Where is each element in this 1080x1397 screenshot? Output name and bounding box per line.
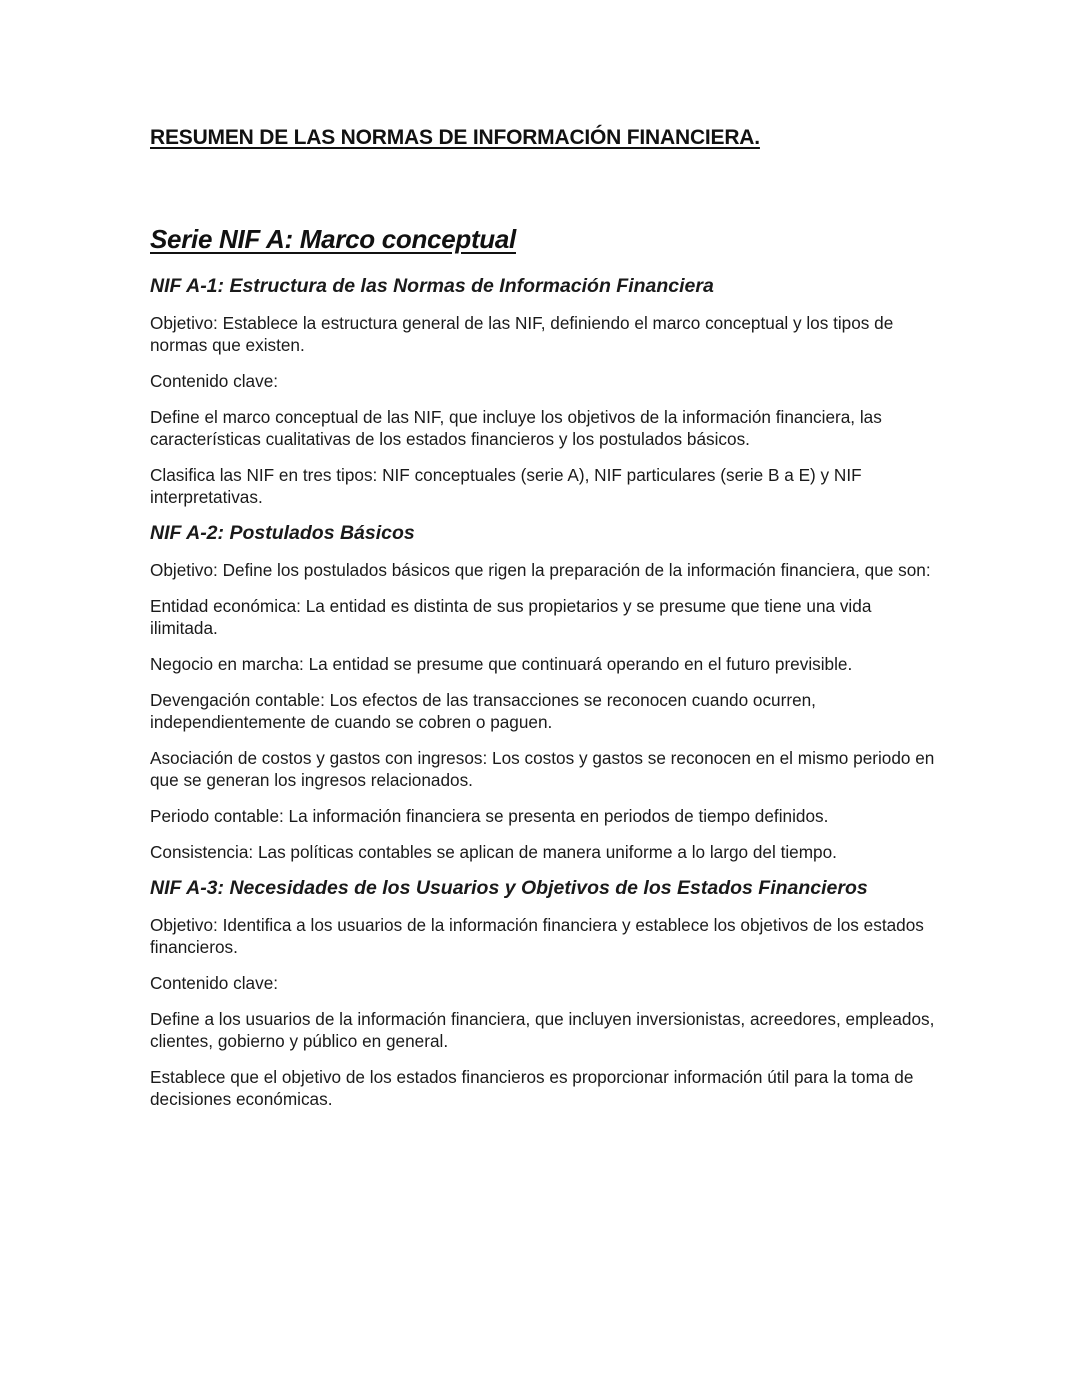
section-heading: NIF A-1: Estructura de las Normas de Información Financiera bbox=[150, 275, 714, 297]
paragraph: Devengación contable: Los efectos de las transacciones se reconocen cuando ocurren, independientemente de cuando se cobren o paguen. bbox=[150, 690, 816, 732]
document-title: RESUMEN DE LAS NORMAS DE INFORMACIÓN FINANCIERA. bbox=[150, 126, 760, 149]
paragraph-contenido-clave: Contenido clave: bbox=[150, 973, 279, 993]
paragraph: Clasifica las NIF en tres tipos: NIF conceptuales (serie A), NIF particulares (serie B a E) y NIF interpretativas. bbox=[150, 465, 862, 507]
paragraph-contenido-clave: Contenido clave: bbox=[150, 371, 279, 391]
series-title: Serie NIF A: Marco conceptual bbox=[150, 224, 516, 254]
paragraph-objetivo: Objetivo: Identifica a los usuarios de la información financiera y establece los objetivos de los estados financieros. bbox=[150, 915, 924, 957]
paragraph: Define el marco conceptual de las NIF, que incluye los objetivos de la información financiera, las características cualitativas de los estados financieros y los postulados básicos. bbox=[150, 407, 882, 449]
paragraph-objetivo: Objetivo: Define los postulados básicos que rigen la preparación de la información financiera, que son: bbox=[150, 560, 931, 580]
paragraph: Asociación de costos y gastos con ingresos: Los costos y gastos se reconocen en el mismo periodo en que se generan los ingresos relacionados. bbox=[150, 748, 935, 790]
paragraph: Define a los usuarios de la información financiera, que incluyen inversionistas, acreedores, empleados, clientes, gobierno y público en general. bbox=[150, 1009, 935, 1051]
section-nif-a2 bbox=[150, 522, 940, 863]
document-content bbox=[150, 275, 940, 1124]
paragraph: Consistencia: Las políticas contables se aplican de manera uniforme a lo largo del tiempo. bbox=[150, 842, 837, 862]
section-nif-a1 bbox=[150, 275, 940, 508]
section-heading: NIF A-2: Postulados Básicos bbox=[150, 522, 415, 544]
paragraph: Periodo contable: La información financiera se presenta en periodos de tiempo definidos. bbox=[150, 806, 829, 826]
paragraph: Negocio en marcha: La entidad se presume que continuará operando en el futuro previsible. bbox=[150, 654, 853, 674]
paragraph: Establece que el objetivo de los estados financieros es proporcionar información útil para la toma de decisiones económicas. bbox=[150, 1067, 914, 1109]
section-heading: NIF A-3: Necesidades de los Usuarios y Objetivos de los Estados Financieros bbox=[150, 877, 868, 899]
paragraph: Entidad económica: La entidad es distinta de sus propietarios y se presume que tiene una vida ilimitada. bbox=[150, 596, 872, 638]
section-nif-a3 bbox=[150, 877, 940, 1110]
paragraph-objetivo: Objetivo: Establece la estructura general de las NIF, definiendo el marco conceptual y los tipos de normas que existen. bbox=[150, 313, 894, 355]
